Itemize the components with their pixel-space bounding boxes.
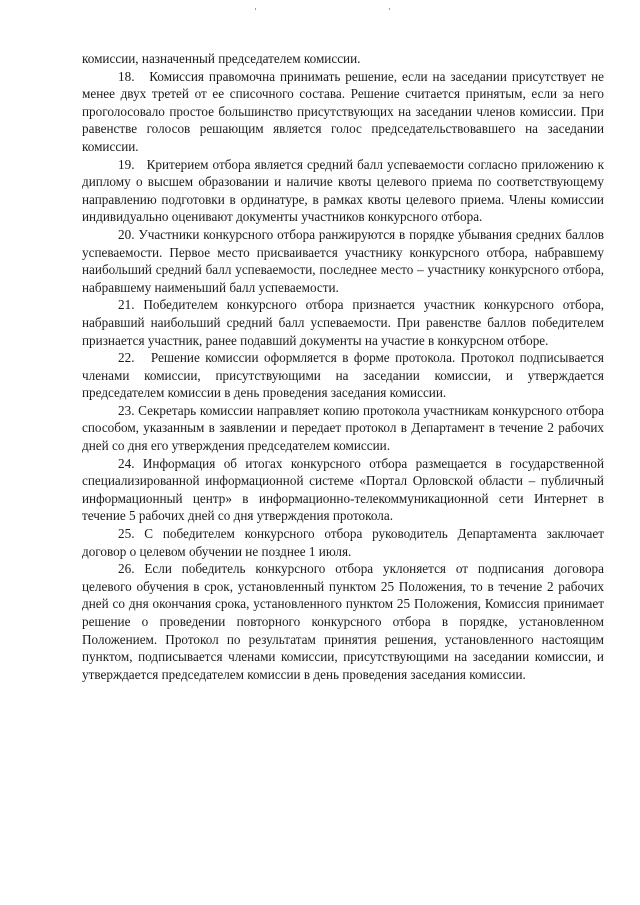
scan-artifact: [389, 8, 390, 10]
paragraph-item-23: 23. Секретарь комиссии направляет копию протокола участникам конкурсного отбора способом, указанным в заявлении и передает протокол в Департамент в течение 2 рабочих дней со дня его утверждения председателем комиссии.: [82, 402, 604, 454]
paragraph-item-22: 22. Решение комиссии оформляется в форме протокола. Протокол подписывается членами комиссии, присутствующими на заседании комиссии, и утверждается председателем комиссии в день проведения заседания комиссии.: [82, 350, 604, 401]
paragraph-item-26: 26. Если победитель конкурсного отбора уклоняется от подписания договора целевого обучения в срок, установленный пунктом 25 Положения, то в течение 2 рабочих дней со дня окончания срока, установленного пунктом 25 Положения, Комиссия принимает решение о проведении повторного конкурсного отбора в порядке, установленном Положением. Протокол по результатам принятия решения, установленного настоящим пунктом, подписывается членами комиссии, присутствующими на заседании комиссии, и утверждается председателем комиссии в день проведения заседания комиссии.: [82, 561, 604, 682]
paragraph-item-25: 25. С победителем конкурсного отбора руководитель Департамента заключает договор о целевом обучении не позднее 1 июля.: [82, 526, 604, 559]
paragraph-item-21: 21. Победителем конкурсного отбора признается участник конкурсного отбора, набравший наибольший средний балл успеваемости. При равенстве баллов победителем признается участник, ранее подавший документы на участие в конкурсном отборе.: [82, 297, 604, 348]
document-page: [82, 50, 604, 683]
paragraph-continuation: комиссии, назначенный председателем комиссии.: [82, 51, 361, 66]
paragraph-item-18: 18. Комиссия правомочна принимать решение, если на заседании присутствует не менее двух третей от ее списочного состава. Решение считается принятым, если за него проголосовало простое большинство присутствующих на заседании членов комиссии. При равенстве голосов решающим является голос председательствовавшего на заседании комиссии.: [82, 68, 604, 154]
paragraph-item-20: 20. Участники конкурсного отбора ранжируются в порядке убывания средних баллов успеваемости. Первое место присваивается участнику конкурсного отбора, набравшему наибольший средний балл успеваемости, последнее место – участнику конкурсного отбора, набравшему наименьший балл успеваемости.: [82, 226, 604, 295]
paragraph-item-24: 24. Информация об итогах конкурсного отбора размещается в государственной специализированной информационной системе «Портал Орловской области – публичный информационный центр» в информационно-телекоммуникационной сети Интернет в течение 5 рабочих дней со дня утверждения протокола.: [82, 455, 604, 524]
paragraph-item-19: 19. Критерием отбора является средний балл успеваемости согласно приложению к диплому о высшем образовании и наличие квоты целевого приема по соответствующему направлению подготовки в ординатуре, в рамках квоты целевого приема. Члены комиссии индивидуально оценивают документы участников конкурсного отбора.: [82, 156, 604, 225]
scan-artifact: [255, 8, 256, 10]
